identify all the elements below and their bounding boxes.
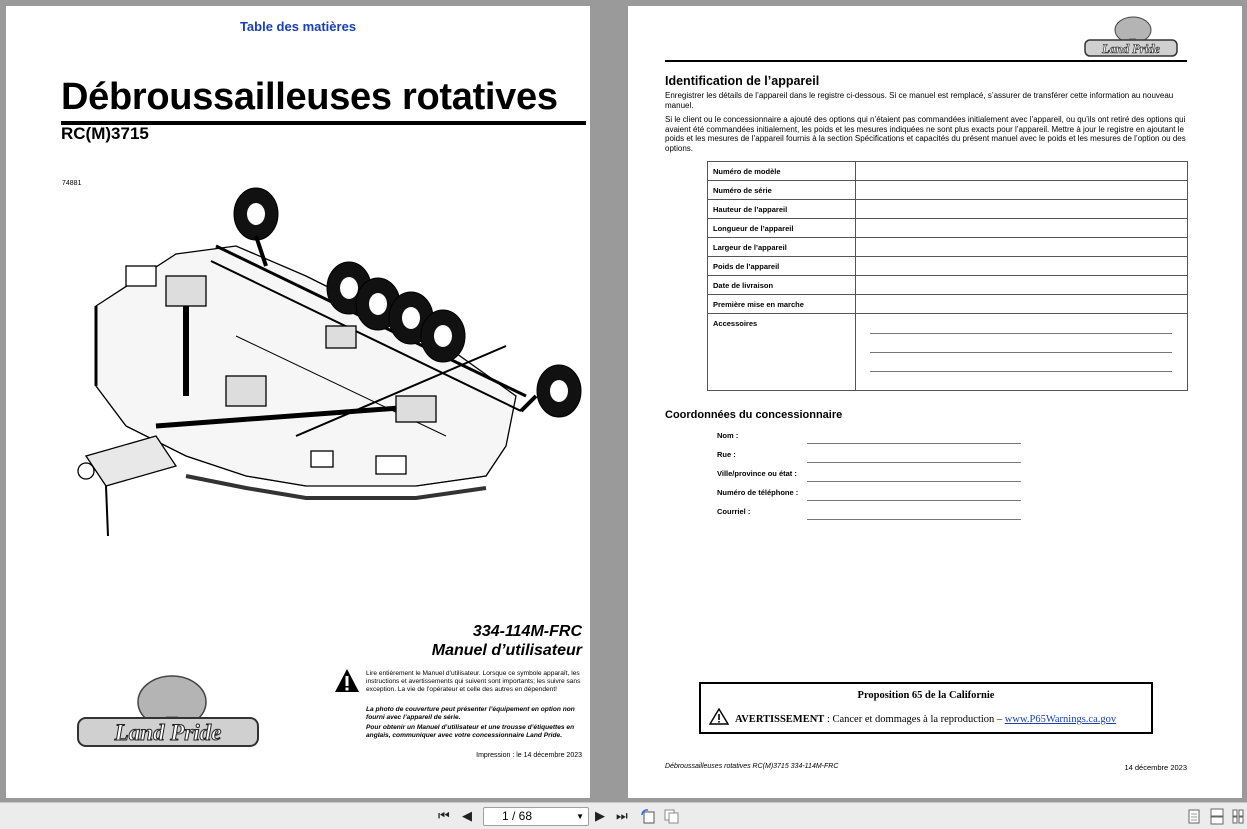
equipment-register-table xyxy=(707,161,1188,391)
next-page-icon[interactable]: ▶ xyxy=(595,808,605,823)
prop65-label: AVERTISSEMENT xyxy=(735,714,825,725)
table-row xyxy=(708,238,1188,257)
english-manual-note: Pour obtenir un Manuel d’utilisateur et une trousse d’étiquettes en anglais, communiquer avec votre concessionnaire Land Pride. xyxy=(366,724,575,739)
table-row xyxy=(708,219,1188,238)
prop65-link[interactable]: www.P65Warnings.ca.gov xyxy=(1004,714,1117,725)
register-label: Longueur de l’appareil xyxy=(708,219,856,238)
copy-icon[interactable] xyxy=(664,809,679,824)
dealer-street-field[interactable] xyxy=(807,462,1021,463)
rotate-icon[interactable] xyxy=(641,809,656,824)
accessories-line xyxy=(870,371,1172,372)
single-page-icon[interactable] xyxy=(1188,809,1200,824)
table-row xyxy=(708,276,1188,295)
register-label: Hauteur de l’appareil xyxy=(708,200,856,219)
two-page-icon[interactable] xyxy=(1210,808,1224,825)
register-value-field[interactable] xyxy=(856,276,1188,295)
dealer-email-label: Courriel : xyxy=(717,507,751,516)
table-row xyxy=(708,295,1188,314)
register-label: Poids de l’appareil xyxy=(708,257,856,276)
register-label: Première mise en marche xyxy=(708,295,856,314)
dealer-section-title: Coordonnées du concessionnaire xyxy=(665,409,843,421)
prop65-text: : Cancer et dommages à la reproduction – xyxy=(824,714,1005,725)
accessories-line xyxy=(870,333,1172,334)
register-value-field[interactable] xyxy=(856,238,1188,257)
table-row xyxy=(708,257,1188,276)
paragraph-register-intro: Enregistrer les détails de l’appareil dans le registre ci-dessous. Si ce manuel est remplacé, s’assurer de transférer cette information au nouveau manuel. xyxy=(665,91,1174,110)
document-page-2 xyxy=(628,6,1242,798)
manual-number: 334-114M-FRC xyxy=(472,623,582,640)
register-label: Date de livraison xyxy=(708,276,856,295)
register-value-field[interactable] xyxy=(856,162,1188,181)
dealer-email-field[interactable] xyxy=(807,519,1021,520)
table-row xyxy=(708,181,1188,200)
table-of-contents-link[interactable]: Table des matières xyxy=(239,19,357,34)
footer-left: Débroussailleuses rotatives RC(M)3715 334-114M-FRC xyxy=(665,763,839,770)
svg-text:Land Pride: Land Pride xyxy=(114,720,222,745)
land-pride-logo-small xyxy=(1083,16,1179,62)
section-title-identification: Identification de l’appareil xyxy=(665,74,820,88)
image-number: 74881 xyxy=(62,180,82,187)
register-value-field[interactable] xyxy=(856,295,1188,314)
page-number-select[interactable] xyxy=(483,807,589,826)
pdf-viewer-toolbar xyxy=(0,802,1247,829)
paragraph-options-note: Si le client ou le concessionnaire a ajouté des options qui n’étaient pas commandées initialement avec l’appareil, ou qu’ils ont retiré des options qui avaient été commandées initialement, les poids et les mesures indiquées ne sont plus exacts pour l’appareil. Mettre à jour le registre en ajoutant le poids et les mesures de l’appareil fournis à la section Spécifications et capacités du présent manuel avec le poids et les mesures de l’option ou des options. xyxy=(665,115,1186,153)
document-title: Débroussailleuses rotatives xyxy=(61,76,558,118)
register-value-field[interactable] xyxy=(856,181,1188,200)
table-row xyxy=(708,200,1188,219)
dealer-street-label: Rue : xyxy=(717,450,736,459)
prop65-line xyxy=(709,708,1116,725)
chevron-down-icon: ▼ xyxy=(576,812,584,821)
register-label: Largeur de l’appareil xyxy=(708,238,856,257)
register-value-field[interactable] xyxy=(856,257,1188,276)
register-value-field[interactable] xyxy=(856,219,1188,238)
manual-title: Manuel d’utilisateur xyxy=(431,642,582,659)
table-row xyxy=(708,162,1188,181)
cover-photo-note: La photo de couverture peut présenter l’équipement en option non fourni avec l’appareil de série. xyxy=(366,706,575,721)
accessories-label: Accessoires xyxy=(708,314,856,391)
warning-triangle-icon xyxy=(709,708,729,725)
register-label: Numéro de série xyxy=(708,181,856,200)
first-page-icon[interactable]: ⏮ xyxy=(438,808,450,823)
header-rule xyxy=(665,60,1187,62)
prop65-warning-box xyxy=(699,682,1153,734)
dealer-name-field[interactable] xyxy=(807,443,1021,444)
prop65-title: Proposition 65 de la Californie xyxy=(857,690,995,701)
footer-right: 14 décembre 2023 xyxy=(1124,763,1187,772)
last-page-icon[interactable]: ⏭ xyxy=(616,808,628,823)
svg-text:Land Pride: Land Pride xyxy=(1102,42,1160,56)
land-pride-logo xyxy=(76,674,260,756)
register-value-field[interactable] xyxy=(856,200,1188,219)
dealer-phone-field[interactable] xyxy=(807,500,1021,501)
page-indicator: 1 / 68 xyxy=(502,809,533,823)
safety-warning-text: Lire entièrement le Manuel d’utilisateur. Lorsque ce symbole apparaît, les instructions et avertissements qui suivent sont importants; les suivre sans exception. La vie de l’opérateur et celle des autres en dépendent! xyxy=(366,670,581,693)
grid-view-icon[interactable] xyxy=(1232,809,1244,824)
register-label: Numéro de modèle xyxy=(708,162,856,181)
dealer-city-label: Ville/province ou état : xyxy=(717,469,797,478)
print-date: Impression : le 14 décembre 2023 xyxy=(476,752,582,759)
model-number: RC(M)3715 xyxy=(61,124,149,143)
prev-page-icon[interactable]: ◀ xyxy=(462,808,472,823)
dealer-phone-label: Numéro de téléphone : xyxy=(717,488,799,497)
accessories-line xyxy=(870,352,1172,353)
rotary-cutter-illustration xyxy=(66,186,586,546)
document-page-1 xyxy=(6,6,590,798)
dealer-city-field[interactable] xyxy=(807,481,1021,482)
dealer-name-label: Nom : xyxy=(717,431,739,440)
warning-triangle-icon xyxy=(334,668,360,694)
